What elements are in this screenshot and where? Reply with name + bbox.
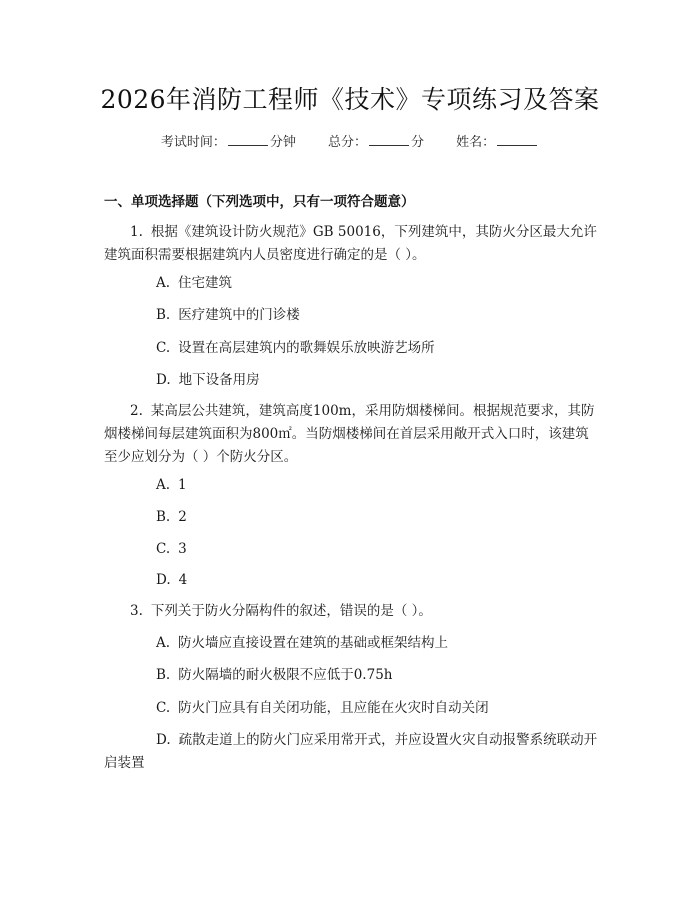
section-heading: 一、单项选择题（下列选项中，只有一项符合题意） bbox=[104, 194, 415, 210]
option-text: 防火隔墙的耐火极限不应低于0.75h bbox=[178, 667, 393, 683]
option-1-a bbox=[156, 272, 232, 295]
option-letter: C. bbox=[156, 700, 171, 716]
option-text: 医疗建筑中的门诊楼 bbox=[178, 307, 300, 323]
option-letter: D. bbox=[156, 732, 171, 748]
exam-time bbox=[161, 135, 300, 150]
exam-time-unit: 分钟 bbox=[269, 135, 296, 150]
option-text: 防火门应具有自关闭功能，且应能在火灾时自动关闭 bbox=[178, 700, 489, 716]
question-2 bbox=[104, 400, 601, 469]
option-letter: A. bbox=[156, 275, 171, 291]
option-text: 疏散走道上的防火门应采用常开式，并应设置火灾自动报警系统联动开启装置 bbox=[104, 732, 598, 771]
option-letter: D. bbox=[156, 572, 171, 588]
option-text: 设置在高层建筑内的歌舞娱乐放映游艺场所 bbox=[178, 340, 435, 356]
exam-time-blank bbox=[228, 133, 268, 146]
option-3-a bbox=[156, 632, 448, 655]
option-text: 地下设备用房 bbox=[178, 372, 260, 388]
option-letter: D. bbox=[156, 372, 171, 388]
question-number: 1. bbox=[130, 224, 143, 240]
option-1-b bbox=[156, 304, 300, 327]
exam-meta bbox=[0, 131, 700, 150]
question-3 bbox=[104, 600, 601, 623]
option-text: 4 bbox=[178, 572, 188, 588]
total-score bbox=[328, 135, 428, 150]
option-letter: C. bbox=[156, 541, 171, 557]
option-letter: A. bbox=[156, 477, 171, 493]
option-text: 住宅建筑 bbox=[178, 275, 233, 291]
option-text: 3 bbox=[178, 541, 187, 557]
option-letter: B. bbox=[156, 307, 171, 323]
option-text: 防火墙应直接设置在建筑的基础或框架结构上 bbox=[178, 635, 449, 651]
question-text: 根据《建筑设计防火规范》GB 50016，下列建筑中，其防火分区最大允许建筑面积需要根据建筑内人员密度进行确定的是（ ）。 bbox=[104, 224, 597, 263]
total-score-unit: 分 bbox=[411, 135, 425, 150]
total-score-blank bbox=[369, 133, 409, 146]
option-text: 1 bbox=[178, 477, 187, 493]
option-2-c bbox=[156, 538, 187, 561]
question-1 bbox=[104, 221, 601, 267]
option-3-d bbox=[104, 729, 601, 775]
option-letter: B. bbox=[156, 667, 171, 683]
option-2-b bbox=[156, 506, 187, 529]
option-1-d bbox=[156, 369, 260, 392]
option-3-c bbox=[156, 697, 489, 720]
total-score-label: 总分： bbox=[327, 135, 367, 150]
question-number: 3. bbox=[130, 603, 143, 619]
student-name-label: 姓名： bbox=[456, 135, 496, 150]
option-2-a bbox=[156, 474, 187, 497]
option-3-b bbox=[156, 664, 392, 687]
option-text: 2 bbox=[178, 509, 187, 525]
question-number: 2. bbox=[130, 403, 143, 419]
option-2-d bbox=[156, 569, 187, 592]
question-text: 下列关于防火分隔构件的叙述，错误的是（ ）。 bbox=[150, 603, 432, 619]
question-text: 某高层公共建筑，建筑高度100m，采用防烟楼梯间。根据规范要求，其防烟楼梯间每层建筑面积为800㎡。当防烟楼梯间在首层采用敞开式入口时，该建筑至少应划分为（ ）个防火分区。 bbox=[104, 403, 595, 465]
student-name bbox=[456, 135, 539, 150]
option-1-c bbox=[156, 337, 435, 360]
option-letter: B. bbox=[156, 509, 171, 525]
student-name-blank bbox=[497, 133, 537, 146]
option-letter: C. bbox=[156, 340, 171, 356]
option-letter: A. bbox=[156, 635, 171, 651]
exam-time-label: 考试时间： bbox=[160, 135, 226, 150]
document-title: 2026年消防工程师《技术》专项练习及答案 bbox=[100, 85, 600, 114]
